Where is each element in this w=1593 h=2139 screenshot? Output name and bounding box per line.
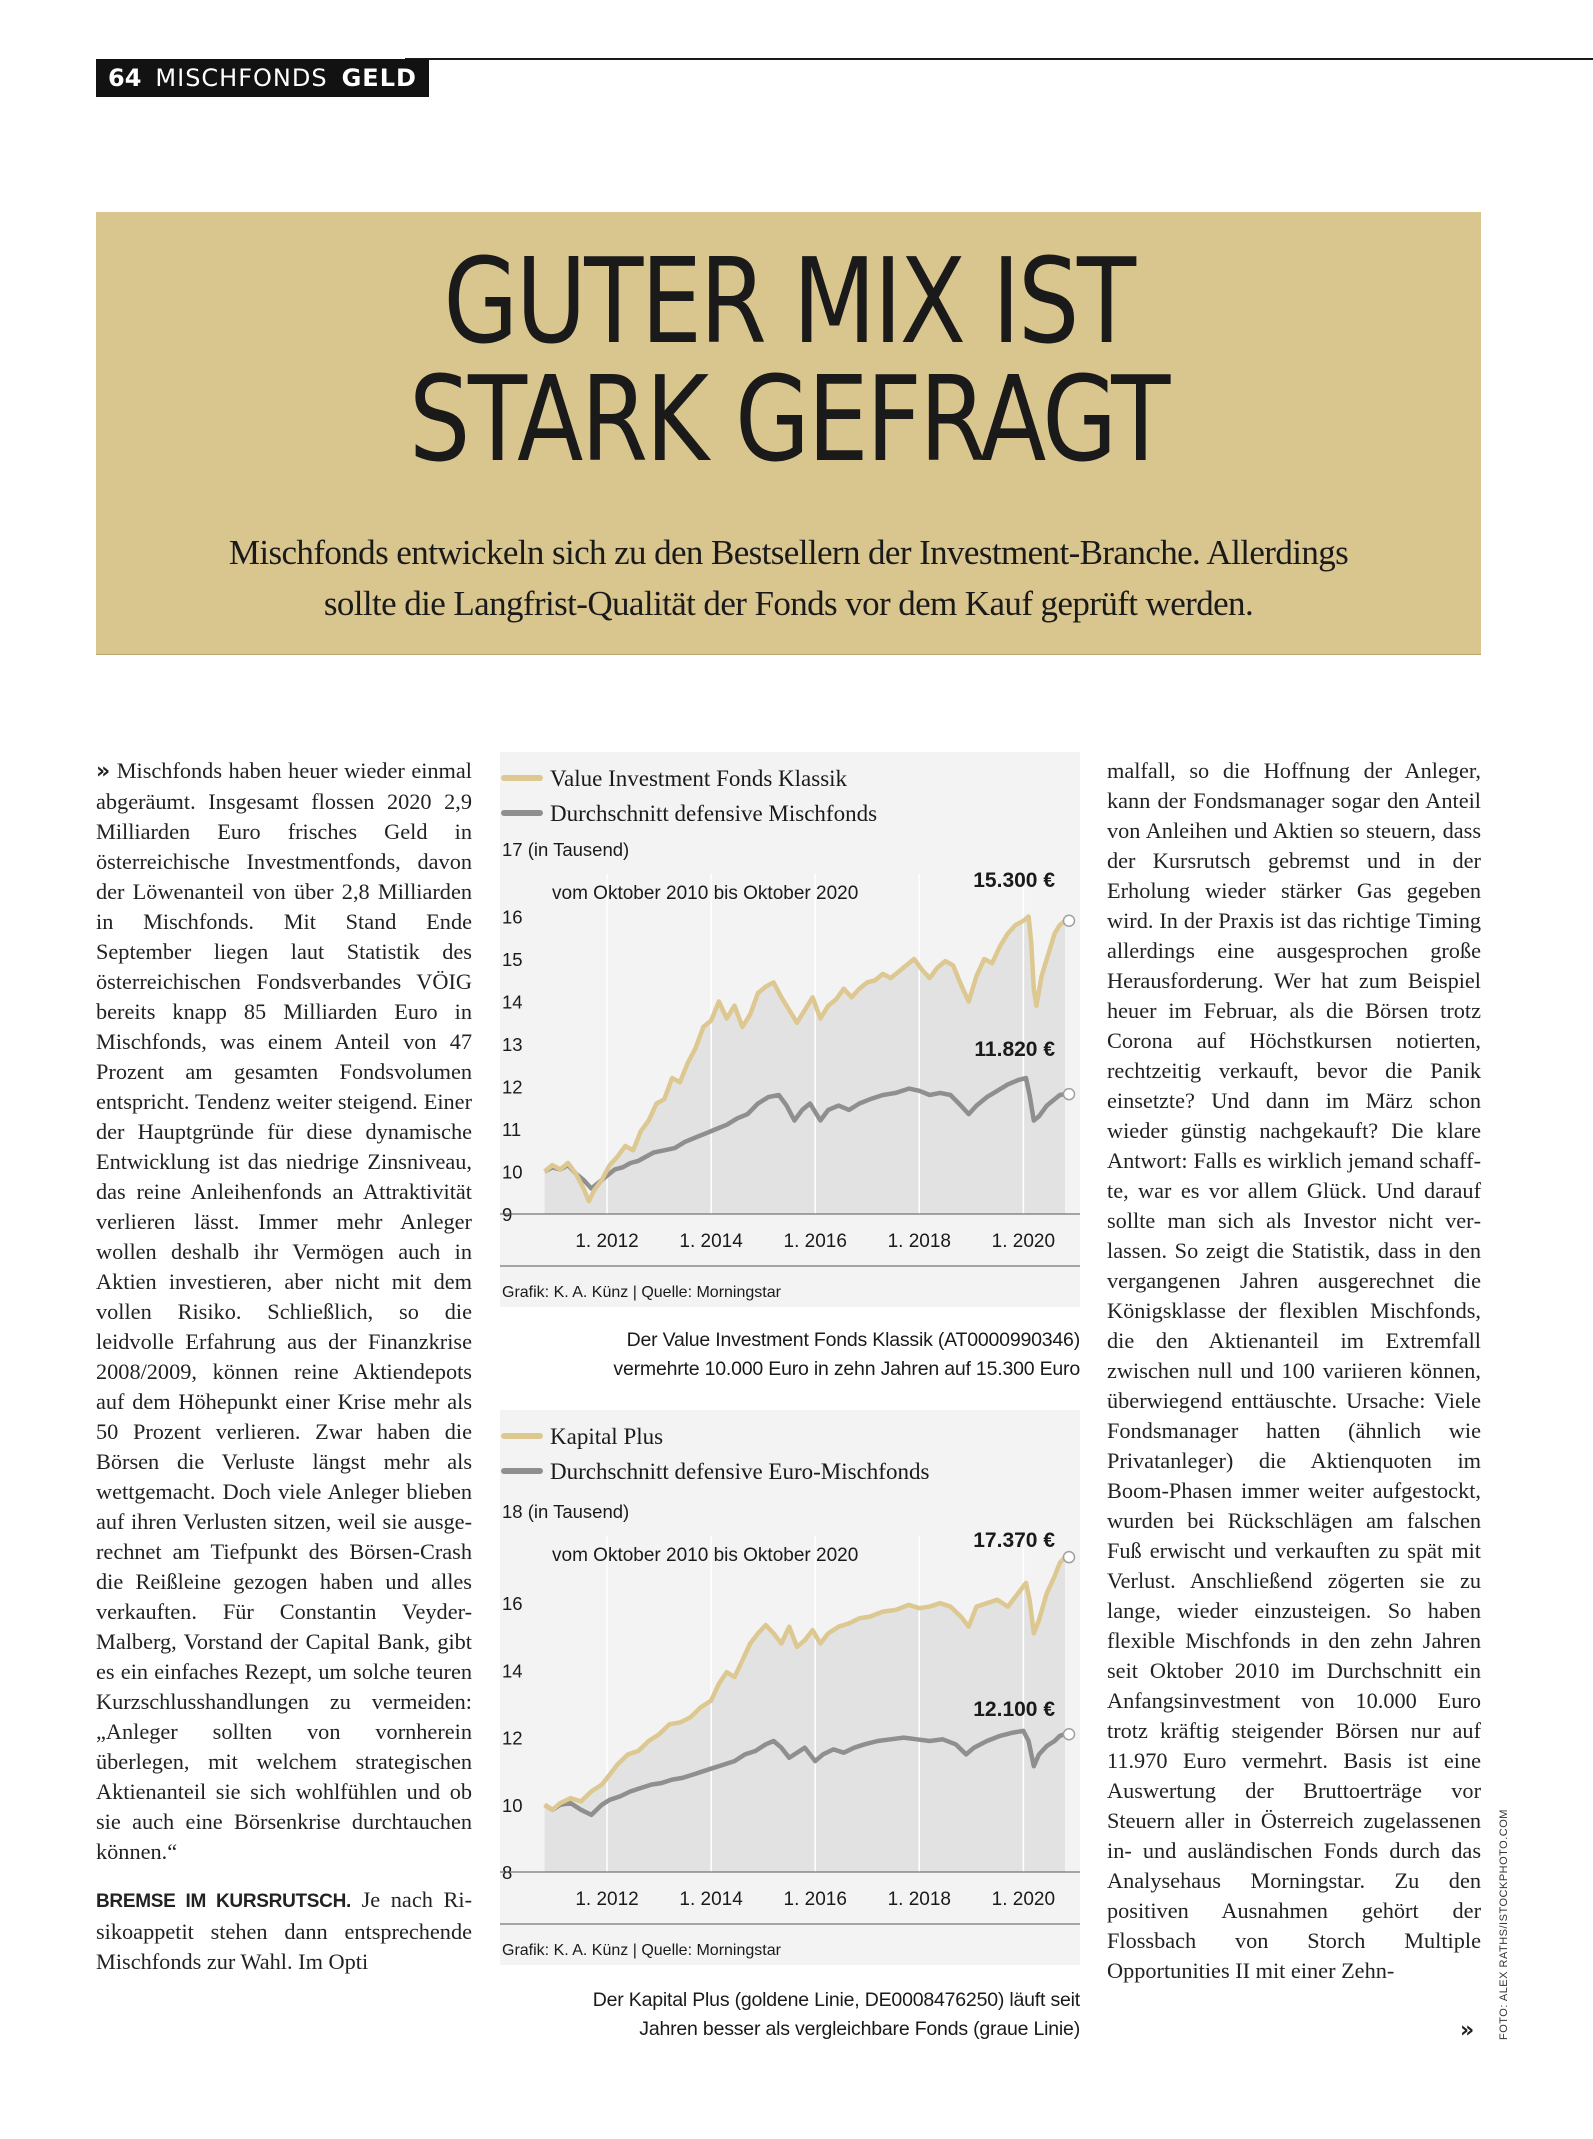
article-paragraph-2 — [96, 1885, 472, 1977]
x-tick-label: 1. 2012 — [575, 1231, 639, 1252]
series-end-marker — [1064, 915, 1075, 926]
subtitle-line-1: Mischfonds entwickeln sich zu den Bestsellern der Investment-Branche. Allerdings — [228, 533, 1349, 572]
article-paragraph-3: malfall, so die Hoffnung der Anleger, kann der Fondsmanager sogar den Anteil von Anleihen und Aktien so steuern, dass der Kursrutsch gebremst und in der Erholung wieder stärker Gas gegeben wird. In der Praxis ist das richtige Timing allerdings eine ausgesprochen große Herausforderung. Wer hat zum Beispiel heuer im Februar, als die Börsen trotz Corona auf Höchstkursen notierten, rechtzeitig verkauft, bevor die Panik einsetzte? Und dann im März schon wieder günstig nachgekauft? Die klare Antwort: Falls es wirklich jemand schaffte, war es vor allem Glück. Und darauf sollte man sich als Investor nicht verlassen. So zeigt die Statistik, dass in den vergangenen Jahren ausgerechnet die Königsklasse der flexiblen Mischfonds, die den Aktienanteil im Extremfall zwischen null und 100 variieren können, überwiegend enttäuschte. Ursache: Viele Fondsmanager hatten (ähnlich wie Privatanleger) die Aktienquoten im Boom-Phasen immer weiter aufgestockt, wurden bei Rückschlägen am falschen Fuß erwischt und verkauften zu spät mit Verlust. Anschließend zögerten sie zu lange, wieder einzusteigen. So haben flexible Mischfonds in den zehn Jahren seit Oktober 2010 im Durchschnitt ein Anfangsinvestment von 10.000 Euro trotz kräftig steigender Börsen nur auf 11.970 Euro vermehrt. Basis ist eine Auswertung der Bruttoerträge vor Steuern aller in Österreich zugelassenen in- und ausländischen Fonds durch das Analysehaus Morningstar. Zu den positiven Ausnahmen gehört der Flossbach von Storch Multiple Opportunities II mit einer Zehn- — [1107, 758, 1481, 1983]
y-tick-label: 16 — [502, 1593, 523, 1615]
subtitle — [156, 527, 1421, 629]
y-tick-label: 14 — [502, 991, 523, 1013]
legend-entry: Value Investment Fonds Klassik — [550, 766, 848, 791]
chart-caption — [613, 1326, 1080, 1384]
y-tick-label: 9 — [502, 1204, 513, 1225]
end-value-label: 17.370 € — [973, 1529, 1055, 1552]
x-tick-label: 1. 2014 — [679, 1889, 743, 1910]
legend-entry: Durchschnitt defensive Euro-Mischfonds — [550, 1459, 930, 1484]
source-credit: Grafik: K. A. Künz | Quelle: Morningstar — [502, 1284, 781, 1301]
series-end-marker — [1064, 1552, 1075, 1563]
article-text-2: Je nach Risikoappetit stehen dann entsprechende Mischfonds zur Wahl. Im Opti — [96, 1887, 472, 1974]
end-value-label: 12.100 € — [973, 1698, 1055, 1721]
end-value-label: 11.820 € — [974, 1038, 1055, 1061]
headline-box — [96, 212, 1481, 655]
y-tick-label: 17 (in Tausend) — [502, 839, 630, 860]
section-name: MISCHFONDS — [155, 64, 328, 92]
x-tick-label: 1. 2018 — [887, 1889, 951, 1910]
section-subhead: BREMSE IM KURSRUTSCH. — [96, 1891, 351, 1912]
article-text-1: Mischfonds haben heuer wieder einmal abgeräumt. Insgesamt flossen 2020 2,9 Milliarden Euro frisches Geld in österreichische Investmentfonds, davon der Löwenanteil von über 2,8 Milliarden in Mischfonds. Mit Stand Ende September liegen laut Statistik des österreichischen Fondsverbandes VÖIG bereits knapp 85 Milliarden Euro in Mischfonds, was einem Anteil von 47 Prozent am gesamten Fondsvolumen entspricht. Tendenz weiter steigend. Einer der Hauptgründe für diese dynamische Entwicklung ist das niedrige Zinsniveau, das reine Anleihenfonds an Attraktivität verlieren lässt. Immer mehr Anleger wollen deshalb ihr Vermögen auch in Aktien investieren, aber nicht mit dem vollen Risiko. Schließlich, so die leidvolle Erfahrung aus der Finanzkrise 2008/2009, können reine Aktiendepots auf dem Höhepunkt einer Krise mehr als 50 Prozent verlieren. Zwar haben die Börsen die Verluste längst mehr als wettgemacht. Doch viele Anleger blieben auf ihren Verlusten sitzen, weil sie ausgerechnet am Tiefpunkt des Börsen-Crash die Reißleine gezogen haben und alles verkauften. Für Constantin Veyder-Malberg, Vorstand der Capital Bank, gibt es ein einfaches Rezept, um solche teuren Kurzschlusshandlungen zu vermeiden: „Anleger sollten von vornherein überlegen, mit welchem strategischen Aktienanteil sie sich wohlfühlen und ob sie auch eine Börsenkrise durchtauchen können.“ — [96, 758, 472, 1864]
period-label: vom Oktober 2010 bis Oktober 2020 — [552, 883, 859, 904]
x-tick-label: 1. 2020 — [991, 1231, 1056, 1252]
x-tick-label: 1. 2014 — [679, 1231, 743, 1252]
x-tick-label: 1. 2020 — [991, 1889, 1056, 1910]
header-rule — [405, 58, 1593, 60]
caption-line-2: Jahren besser als vergleichbare Fonds (graue Linie) — [639, 2018, 1080, 2040]
chart-svg — [500, 1410, 1080, 1975]
category-name: GELD — [341, 64, 417, 92]
chart-value-investment — [500, 752, 1080, 1382]
y-tick-label: 16 — [502, 906, 523, 928]
source-credit: Grafik: K. A. Künz | Quelle: Morningstar — [502, 1942, 781, 1959]
y-tick-label: 8 — [502, 1862, 513, 1883]
x-tick-label: 1. 2012 — [575, 1889, 639, 1910]
x-tick-label: 1. 2016 — [783, 1231, 847, 1252]
x-tick-label: 1. 2018 — [887, 1231, 951, 1252]
article-column-right — [1107, 756, 1481, 1986]
y-tick-label: 11 — [502, 1119, 522, 1140]
quote-mark-icon: » — [96, 759, 111, 784]
y-tick-label: 18 (in Tausend) — [502, 1501, 630, 1522]
legend-entry: Durchschnitt defensive Mischfonds — [550, 801, 878, 826]
legend-entry: Kapital Plus — [550, 1424, 664, 1449]
chart-caption — [593, 1986, 1080, 2044]
y-tick-label: 12 — [502, 1727, 523, 1749]
page-number: 64 — [108, 64, 142, 92]
chart-svg — [500, 752, 1080, 1312]
y-tick-label: 14 — [502, 1660, 523, 1682]
caption-line-2: vermehrte 10.000 Euro in zehn Jahren auf 15.300 Euro — [613, 1358, 1080, 1380]
y-tick-label: 12 — [502, 1076, 523, 1098]
caption-line-1: Der Kapital Plus (goldene Linie, DE0008476250) läuft seit — [592, 1989, 1080, 2011]
y-tick-label: 10 — [502, 1161, 523, 1183]
photo-credit: FOTO: ALEX RATHS/ISTOCKPHOTO.COM — [1498, 1809, 1510, 2040]
title-line-2: STARK GEFRAGT — [409, 350, 1168, 488]
end-value-label: 15.300 € — [973, 869, 1055, 892]
series-end-marker — [1064, 1089, 1075, 1100]
y-tick-label: 10 — [502, 1794, 523, 1816]
article-column-left — [96, 756, 472, 1977]
chart-kapital-plus — [500, 1410, 1080, 2045]
caption-line-1: Der Value Investment Fonds Klassik (AT0000990346) — [626, 1329, 1080, 1351]
article-paragraph-1 — [96, 756, 472, 1867]
title-line-1: GUTER MIX IST — [443, 232, 1134, 370]
y-tick-label: 15 — [502, 949, 523, 970]
end-arrow-icon: » — [1460, 2018, 1475, 2043]
series-end-marker — [1064, 1729, 1075, 1740]
page-title — [221, 232, 1357, 488]
y-tick-label: 13 — [502, 1034, 523, 1055]
page-header — [96, 59, 429, 97]
subtitle-line-2: sollte die Langfrist-Qualität der Fonds vor dem Kauf geprüft werden. — [323, 584, 1254, 623]
x-tick-label: 1. 2016 — [783, 1889, 847, 1910]
period-label: vom Oktober 2010 bis Oktober 2020 — [552, 1545, 859, 1566]
